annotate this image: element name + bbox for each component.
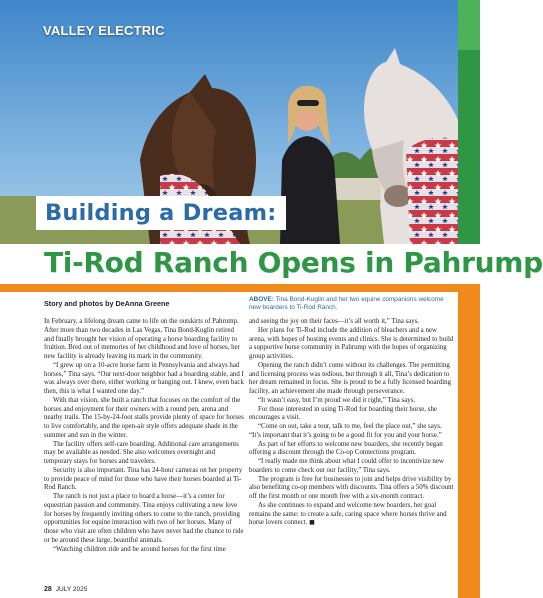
kicker-title: Building a Dream: [36,196,286,230]
paragraph: and seeing the joy on their faces—it’s all worth it,” Tina says. [249,318,420,325]
last-paragraph [249,502,455,528]
paragraph: The facility offers self-care boarding. Additional care arrangements may be available as needed. She also welcomes overnight and temporary stays for horses and travelers. [44,440,239,465]
page-number: 28 [44,586,52,593]
paragraph: “Watching children ride and be around horses for the first time [53,545,226,553]
section-tag: VALLEY ELECTRIC [43,23,165,38]
caption-lead: ABOVE: [249,296,274,303]
paragraph: The ranch is not just a place to board a horse—it’s a center for equestrian passion and community. Tina enjoys cultivating a new love for horses by frequently inviting others to come to the ranch, providing opportunities for equine interaction with two of her horses. Many of those who visit are often children who have never had the chance to ride or be around these large, beautiful animals. [44,493,244,544]
paragraph: In February, a lifelong dream came to life on the outskirts of Pahrump. After more than two decades in Las Vegas, Tina Bond-Kuglin retired and finally brought her vision of operating a horse boarding facility to fruition. Bred out of memories of her childhood and love of horses, her new facility is already leaving its mark in the community. [44,318,240,360]
paragraph: “It wasn’t easy, but I’m proud we did it right,” Tina says. [258,396,416,404]
paragraph: For those interested in using Ti-Rod for boarding their horse, she encourages a visit. [249,405,437,422]
caption-text: Tina Bond-Kuglin and her two equine companions welcome new boarders to Ti-Rod Ranch. [249,296,444,311]
paragraph: “I really made me think about what I could offer to incentivize new boarders to come check out our facility,” Tina says. [249,458,444,474]
article-column-right [249,318,455,528]
paragraph: Her plans for Ti-Rod include the addition of bleachers and a new arena, with hopes of hosting events and clinics. She is determined to build a supportive horse community in Pahrump with the hopes of organizing group activities. [249,326,454,360]
orange-edge-bar [458,284,480,598]
hero-photo-band [0,0,480,244]
paragraph: Opening the ranch didn’t come without its challenges. The permitting and licensing process was tedious, but through it all, Tina’s dedication to her dream remained in focus. She is proud to be a fully licensed boarding facility, an achievement she made through perseverance. [249,361,452,395]
paragraph: Security is also important. Tina has 24-hour cameras on her property to provide peace of mind for those who have their horses boarded at Ti-Rod Ranch. [44,466,243,492]
paragraph: “I grew up on a 10-acre horse farm in Pennsylvania and always had horses,” Tina says. “Our next-door neighbor had a boarding stable, and I was always over there, either working or hanging out. I knew, even back then, this is what I wanted one day.” [44,361,244,395]
orange-rule [0,284,480,292]
issue-date: JULY 2025 [55,586,88,593]
article-column-left [44,318,244,554]
page-footer [44,586,87,593]
paragraph: The program is free for businesses to join and helps drive visibility by also benefiting co-op members with discounts. Tina offers a 50% discount off the first month or one month free with a six-month contract. [249,475,454,500]
byline: Story and photos by DeAnna Greene [44,299,170,308]
paragraph: With that vision, she built a ranch that focuses on the comfort of the horses and enjoyment for their owners with a round pen, arena and nearby trails. The 15-by-24-foot stalls provide plenty of space for horses to live comfortably, and the open-air style offers adequate shade in the summer and sun in the winter. [44,396,244,439]
end-mark-icon: ■ [309,519,315,527]
headline: Ti-Rod Ranch Opens in Pahrump [44,246,543,279]
paragraph: “Come on out, take a tour, talk to me, feel the place out,” she says. “It’s important that it’s going to be a good fit for you and your horse.” [249,423,442,439]
paragraph: As part of her efforts to welcome new boarders, she recently began offering a discount through the Co-op Connections program. [249,440,443,457]
paragraph-text: As she continues to expand and welcome new boarders, her goal remains the same: to create a safe, caring space where horses thrive and horse lovers connect. [249,501,447,527]
photo-caption [249,296,451,312]
green-edge-bar [458,0,480,244]
